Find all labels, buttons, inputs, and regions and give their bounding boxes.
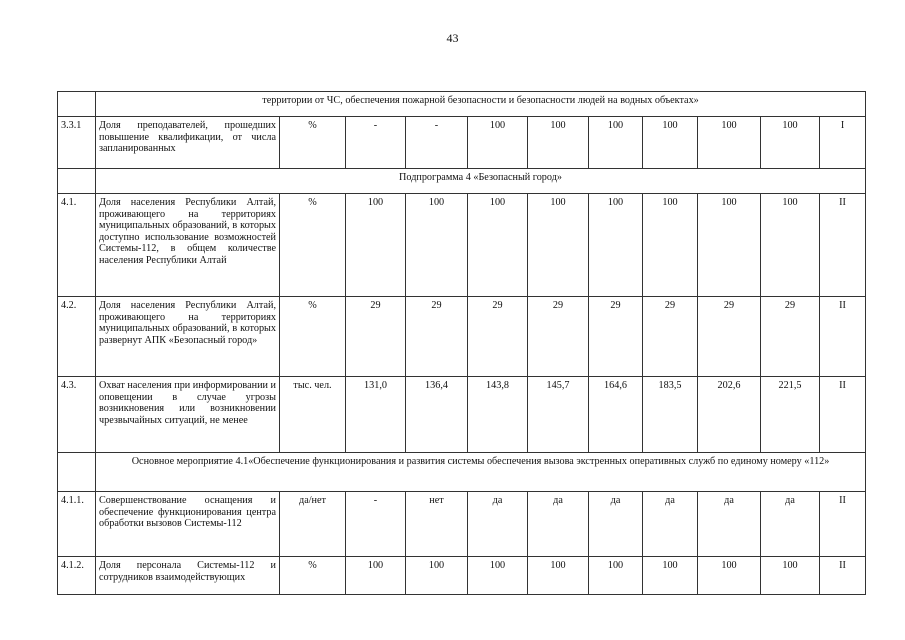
value-cell: да: [528, 492, 589, 557]
value-cell: да: [761, 492, 820, 557]
value-cell: 100: [643, 194, 698, 297]
row-number: 4.2.: [58, 297, 96, 377]
empty-cell: [58, 169, 96, 194]
value-cell: 100: [761, 117, 820, 169]
category-cell: II: [820, 377, 866, 453]
value-cell: 100: [346, 194, 406, 297]
value-cell: 100: [528, 557, 589, 595]
unit-cell: %: [280, 557, 346, 595]
value-cell: -: [406, 117, 468, 169]
indicator-name: Доля персонала Системы-112 и сотрудников взаимодействующих: [96, 557, 280, 595]
unit-cell: да/нет: [280, 492, 346, 557]
unit-cell: %: [280, 117, 346, 169]
value-cell: 100: [698, 194, 761, 297]
value-cell: 100: [643, 117, 698, 169]
category-cell: II: [820, 297, 866, 377]
indicator-name: Доля населения Республики Алтай, проживающего на территориях муниципальных образований, в которых развернут АПК «Безопасный город»: [96, 297, 280, 377]
category-cell: II: [820, 492, 866, 557]
value-cell: 100: [761, 557, 820, 595]
table-row: [58, 297, 866, 377]
value-cell: 100: [468, 117, 528, 169]
table-row: [58, 492, 866, 557]
value-cell: 202,6: [698, 377, 761, 453]
value-cell: да: [589, 492, 643, 557]
value-cell: 136,4: [406, 377, 468, 453]
value-cell: 29: [589, 297, 643, 377]
value-cell: 100: [346, 557, 406, 595]
value-cell: 29: [643, 297, 698, 377]
indicators-table: [57, 91, 866, 595]
unit-cell: %: [280, 194, 346, 297]
value-cell: 143,8: [468, 377, 528, 453]
value-cell: 29: [698, 297, 761, 377]
value-cell: 29: [761, 297, 820, 377]
value-cell: да: [698, 492, 761, 557]
indicator-name: Доля населения Республики Алтай, проживающего на территориях муниципальных образований, в которых доступно использование возможностей Системы-112, в общем количестве населения Республики Алтай: [96, 194, 280, 297]
empty-cell: [58, 453, 96, 492]
value-cell: 100: [643, 557, 698, 595]
section-row-activity: [58, 453, 866, 492]
category-cell: II: [820, 557, 866, 595]
value-cell: 100: [698, 117, 761, 169]
value-cell: 100: [406, 194, 468, 297]
value-cell: нет: [406, 492, 468, 557]
value-cell: 29: [468, 297, 528, 377]
indicator-name: Охват населения при информировании и оповещении в случае угрозы возникновения или возникновении чрезвычайных ситуаций, не менее: [96, 377, 280, 453]
value-cell: 100: [589, 117, 643, 169]
value-cell: 100: [528, 194, 589, 297]
section-row-subprogram: [58, 169, 866, 194]
value-cell: -: [346, 117, 406, 169]
table-row: [58, 194, 866, 297]
value-cell: 100: [589, 557, 643, 595]
indicator-name: Совершенствование оснащения и обеспечение функционирования центра обработки вызовов Системы-112: [96, 492, 280, 557]
value-cell: 100: [528, 117, 589, 169]
value-cell: 29: [528, 297, 589, 377]
value-cell: 100: [761, 194, 820, 297]
section-title: Подпрограмма 4 «Безопасный город»: [96, 169, 866, 194]
section-title: Основное мероприятие 4.1«Обеспечение функционирования и развития системы обеспечения вызова экстренных оперативных служб по единому номеру «112»: [96, 453, 866, 492]
empty-cell: [58, 92, 96, 117]
table-row: [58, 377, 866, 453]
value-cell: да: [643, 492, 698, 557]
value-cell: -: [346, 492, 406, 557]
table-row: [58, 117, 866, 169]
value-cell: 29: [346, 297, 406, 377]
row-number: 4.1.2.: [58, 557, 96, 595]
category-cell: II: [820, 194, 866, 297]
table-row: [58, 557, 866, 595]
unit-cell: тыс. чел.: [280, 377, 346, 453]
value-cell: 100: [406, 557, 468, 595]
value-cell: 100: [698, 557, 761, 595]
value-cell: 183,5: [643, 377, 698, 453]
value-cell: 100: [468, 557, 528, 595]
category-cell: I: [820, 117, 866, 169]
row-number: 4.1.: [58, 194, 96, 297]
row-number: 3.3.1: [58, 117, 96, 169]
page-number: 43: [446, 31, 459, 45]
section-title: территории от ЧС, обеспечения пожарной безопасности и безопасности людей на водных объектах»: [96, 92, 866, 117]
value-cell: 145,7: [528, 377, 589, 453]
row-number: 4.3.: [58, 377, 96, 453]
value-cell: 100: [589, 194, 643, 297]
row-number: 4.1.1.: [58, 492, 96, 557]
value-cell: 131,0: [346, 377, 406, 453]
value-cell: да: [468, 492, 528, 557]
value-cell: 29: [406, 297, 468, 377]
indicator-name: Доля преподавателей, прошедших повышение квалификации, от числа запланированных: [96, 117, 280, 169]
unit-cell: %: [280, 297, 346, 377]
value-cell: 164,6: [589, 377, 643, 453]
section-row-top: [58, 92, 866, 117]
value-cell: 221,5: [761, 377, 820, 453]
value-cell: 100: [468, 194, 528, 297]
